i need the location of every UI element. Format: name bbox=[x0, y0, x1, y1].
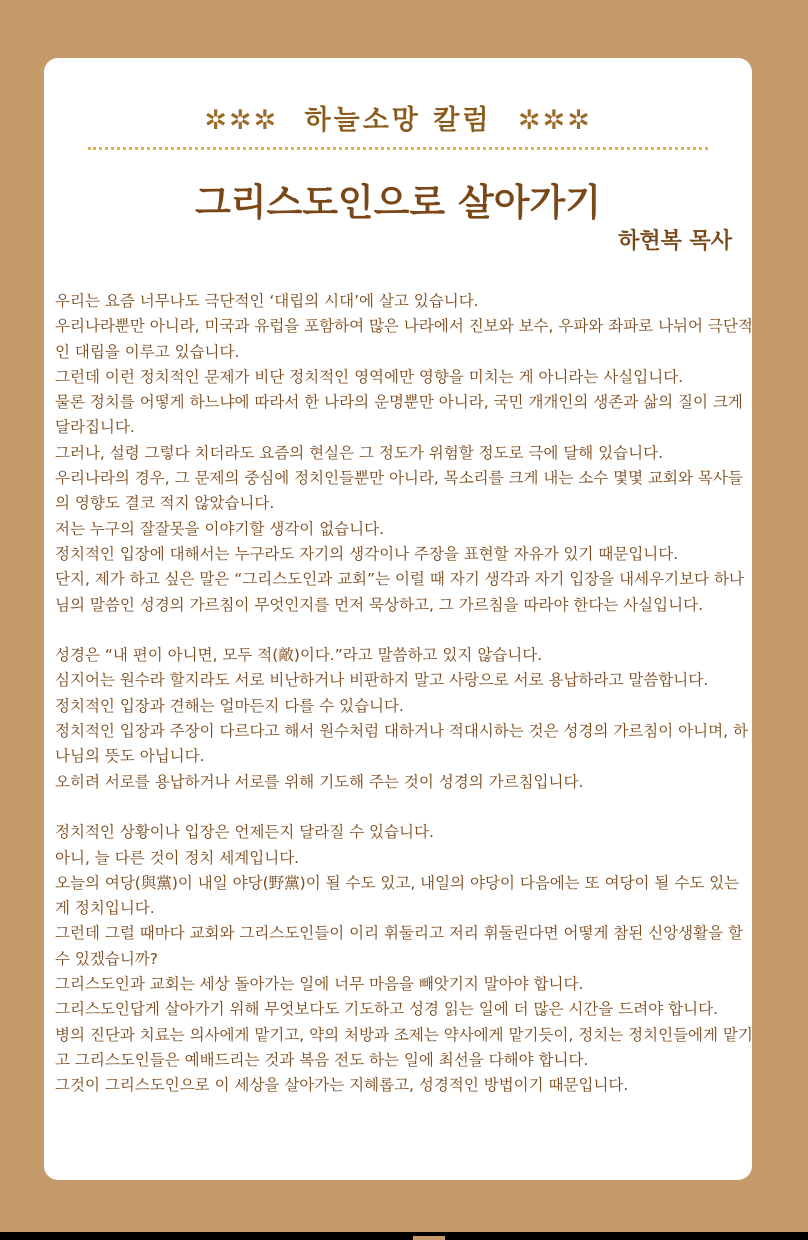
paragraph-break bbox=[55, 618, 755, 643]
body-paragraph: 단지, 제가 하고 싶은 말은 “그리스도인과 교회”는 이럴 때 자기 생각과 자기 입장을 내세우기보다 하나님의 말씀인 성경의 가르침이 무엇인지를 먼저 묵상하고, 그 가르침을 따라야 한다는 사실입니다. bbox=[55, 570, 744, 614]
body-paragraph: 오늘의 여당(與黨)이 내일 야당(野黨)이 될 수도 있고, 내일의 야당이 다음에는 또 여당이 될 수도 있는 게 정치입니다. bbox=[55, 873, 740, 918]
column-header bbox=[44, 98, 752, 137]
body-paragraph: 정치적인 입장과 견해는 얼마든지 다를 수 있습니다. bbox=[55, 696, 404, 715]
body-paragraph: 그것이 그리스도인으로 이 세상을 살아가는 지혜롭고, 성경적인 방법이기 때문입니다. bbox=[55, 1076, 629, 1095]
body-paragraph: 그런데 그럴 때마다 교회와 그리스도인들이 이리 휘둘리고 저리 휘둘린다면 어떻게 참된 신앙생활을 할 수 있겠습니까? bbox=[55, 924, 743, 968]
body-paragraph: 그리스도인과 교회는 세상 돌아가는 일에 너무 마음을 빼앗기지 말아야 합니다. bbox=[55, 975, 584, 994]
body-paragraph: 오히려 서로를 용납하거나 서로를 위해 기도해 주는 것이 성경의 가르침입니다. bbox=[55, 772, 584, 791]
column-header-label: 하늘소망 칼럼 bbox=[304, 105, 492, 136]
body-paragraph: 병의 진단과 치료는 의사에게 맡기고, 약의 처방과 조제는 약사에게 맡기듯이, 정치는 정치인들에게 맡기고 그리스도인들은 예배드리는 것과 복음 전도 하는 일에 최선을 다해야 합니다. bbox=[55, 1025, 753, 1069]
body-paragraph: 저는 누구의 잘잘못을 이야기할 생각이 없습니다. bbox=[55, 519, 385, 538]
body-paragraph: 정치적인 입장과 주장이 다르다고 해서 원수처럼 대하거나 적대시하는 것은 성경의 가르침이 아니며, 하나님의 뜻도 아닙니다. bbox=[55, 722, 748, 766]
paragraph-break bbox=[55, 795, 755, 820]
article-title: 그리스도인으로 살아가기 bbox=[194, 181, 602, 224]
body-paragraph: 물론 정치를 어떻게 하느냐에 따라서 한 나라의 운명뿐만 아니라, 국민 개개인의 생존과 삶의 질이 크게 달라집니다. bbox=[55, 393, 743, 437]
flower-ornament-icon: ✲✲✲ bbox=[517, 105, 592, 136]
body-paragraph: 우리나라뿐만 아니라, 미국과 유럽을 포함하여 많은 나라에서 진보와 보수, 우파와 좌파로 나뉘어 극단적인 대립을 이루고 있습니다. bbox=[55, 317, 753, 361]
column-card bbox=[44, 58, 752, 1180]
flower-ornament-icon: ✲✲✲ bbox=[204, 105, 279, 136]
body-paragraph: 성경은 “내 편이 아니면, 모두 적(敵)이다.”라고 말씀하고 있지 않습니다. bbox=[55, 646, 543, 665]
dotted-divider bbox=[88, 147, 708, 150]
body-paragraph: 심지어는 원수라 할지라도 서로 비난하거나 비판하지 말고 사랑으로 서로 용납하라고 말씀합니다. bbox=[55, 671, 709, 690]
article-author: 하현복 목사 bbox=[618, 229, 732, 254]
bottom-bar-marker bbox=[413, 1236, 445, 1240]
article-body bbox=[55, 289, 755, 1099]
body-paragraph: 그러나, 설령 그렇다 치더라도 요즘의 현실은 그 정도가 위험할 정도로 극에 달해 있습니다. bbox=[55, 443, 664, 462]
body-paragraph: 우리나라의 경우, 그 문제의 중심에 정치인들뿐만 아니라, 목소리를 크게 내는 소수 몇몇 교회와 목사들의 영향도 결코 적지 않았습니다. bbox=[55, 469, 743, 513]
body-paragraph: 그리스도인답게 살아가기 위해 무엇보다도 기도하고 성경 읽는 일에 더 많은 시간을 드려야 합니다. bbox=[55, 1000, 718, 1019]
body-paragraph: 정치적인 상황이나 입장은 언제든지 달라질 수 있습니다. bbox=[55, 823, 434, 842]
bottom-bar bbox=[0, 1232, 808, 1240]
body-paragraph: 아니, 늘 다른 것이 정치 세계입니다. bbox=[55, 848, 300, 867]
body-paragraph: 우리는 요즘 너무나도 극단적인 ‘대립의 시대’에 살고 있습니다. bbox=[55, 292, 479, 310]
body-paragraph: 정치적인 입장에 대해서는 누구라도 자기의 생각이나 주장을 표현할 자유가 있기 때문입니다. bbox=[55, 544, 679, 563]
body-paragraph: 그런데 이런 정치적인 문제가 비단 정치적인 영역에만 영향을 미치는 게 아니라는 사실입니다. bbox=[55, 367, 684, 386]
